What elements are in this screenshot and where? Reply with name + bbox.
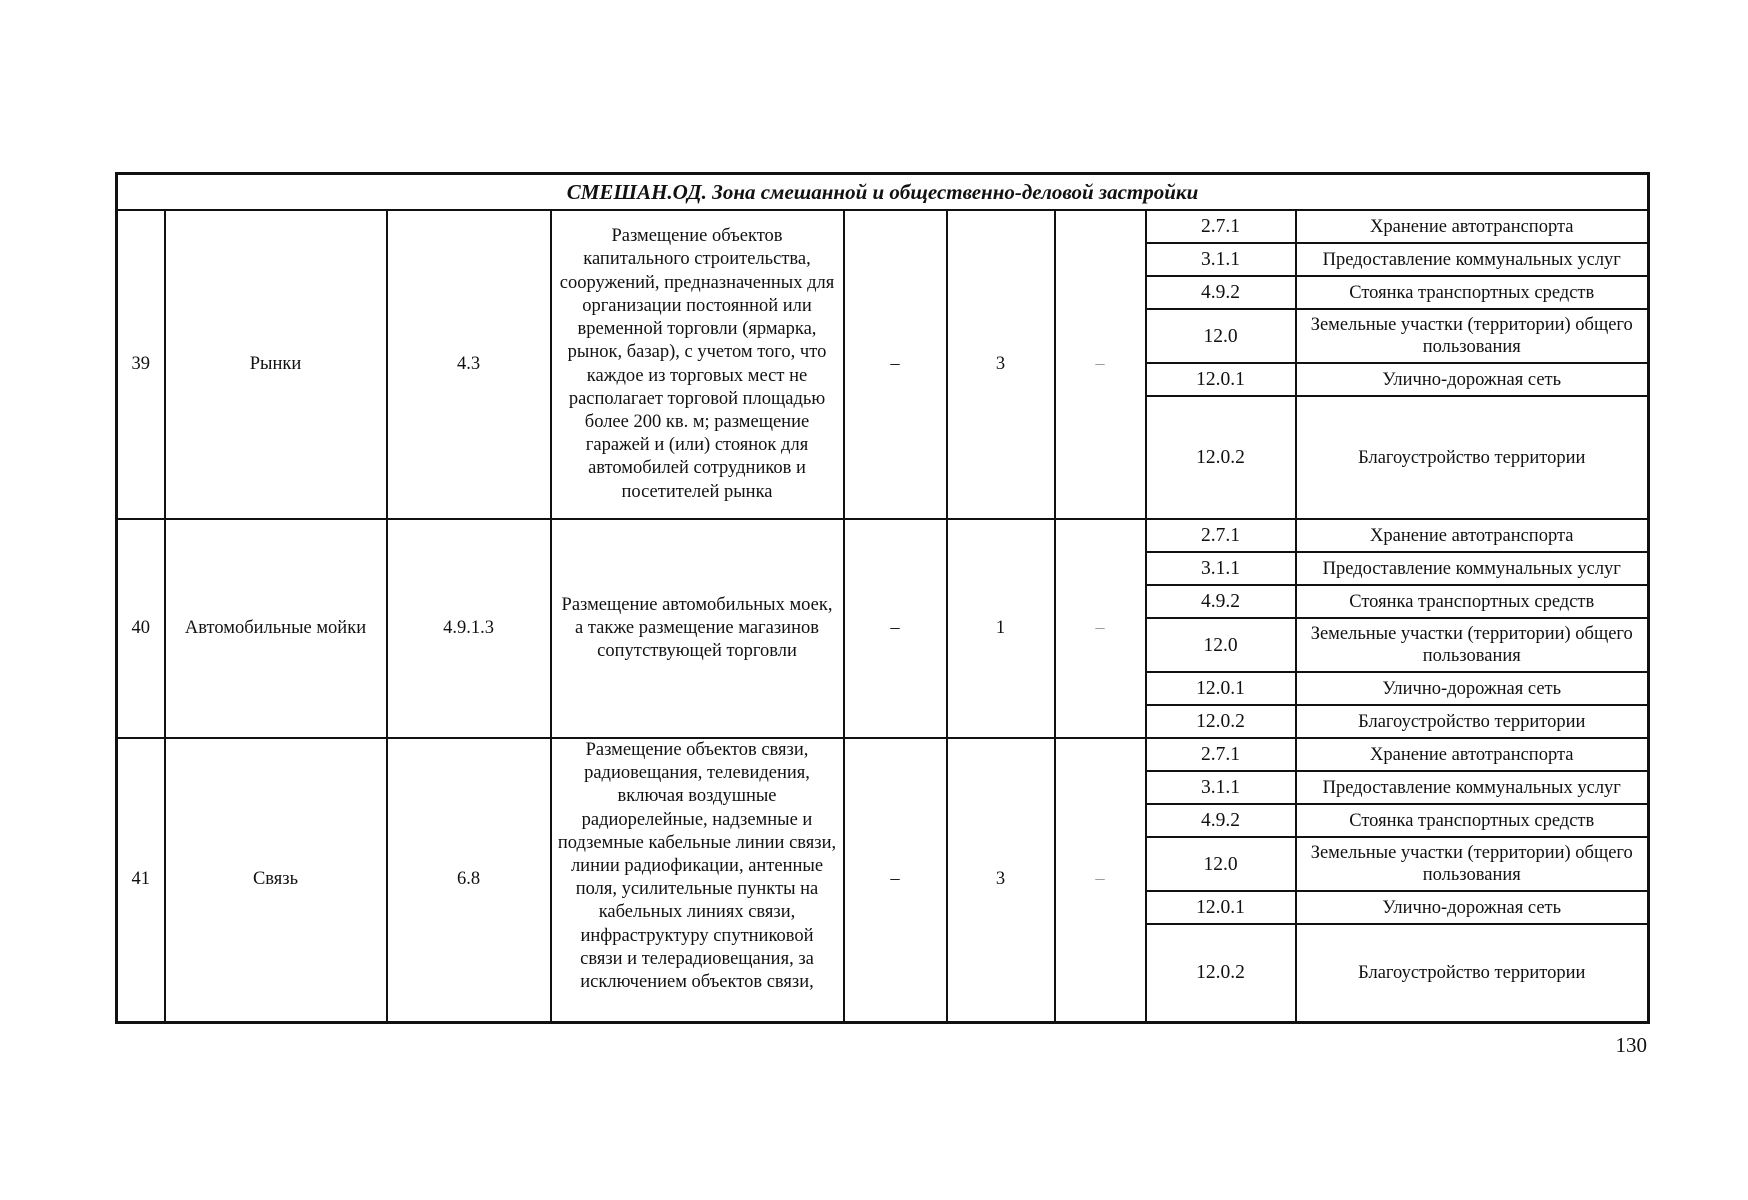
param-cell: 3 (947, 738, 1055, 1022)
page-number: 130 (1615, 1033, 1647, 1057)
aux-code: 4.9.2 (1146, 585, 1296, 618)
aux-name: Хранение автотранспорта (1296, 519, 1649, 552)
param-cell: – (844, 738, 947, 1022)
aux-code: 4.9.2 (1146, 276, 1296, 309)
use-code: 4.9.1.3 (387, 519, 551, 738)
aux-name: Стоянка транспортных средств (1296, 276, 1649, 309)
table-row (117, 210, 1649, 243)
row-number: 41 (117, 738, 165, 1022)
use-description: Размещение объектов капитального строительства, сооружений, предназначенных для организации постоянной или временной торговли (ярмарка, рынок, базар), с учетом того, что каждое из торговых мест не располагает торговой площадью более 200 кв. м; размещение гаражей и (или) стоянок для автомобилей сотрудников и посетителей рынка (551, 210, 844, 519)
aux-name: Земельные участки (территории) общего пользования (1296, 837, 1649, 891)
use-description: Размещение объектов связи, радиовещания, телевидения, включая воздушные радиорелейные, надземные и подземные кабельные линии связи, линии радиофикации, антенные поля, усилительные пункты на кабельных линиях связи, инфраструктуру спутниковой связи и телерадиовещания, за исключением объектов связи, (551, 738, 844, 1022)
aux-name: Стоянка транспортных средств (1296, 804, 1649, 837)
aux-code: 2.7.1 (1146, 738, 1296, 771)
use-code: 6.8 (387, 738, 551, 1022)
param-cell: – (1055, 210, 1146, 519)
aux-name: Хранение автотранспорта (1296, 210, 1649, 243)
aux-code: 12.0 (1146, 618, 1296, 672)
aux-name: Хранение автотранспорта (1296, 738, 1649, 771)
aux-name: Благоустройство территории (1296, 924, 1649, 1022)
table-title: СМЕШАН.ОД. Зона смешанной и общественно-деловой застройки (117, 174, 1649, 211)
param-cell: – (844, 210, 947, 519)
use-name: Связь (165, 738, 387, 1022)
param-cell: 3 (947, 210, 1055, 519)
aux-name: Предоставление коммунальных услуг (1296, 552, 1649, 585)
param-cell: 1 (947, 519, 1055, 738)
param-cell: – (1055, 519, 1146, 738)
aux-name: Земельные участки (территории) общего пользования (1296, 618, 1649, 672)
aux-name: Предоставление коммунальных услуг (1296, 243, 1649, 276)
aux-code: 3.1.1 (1146, 243, 1296, 276)
title-row (117, 174, 1649, 211)
aux-code: 12.0.1 (1146, 891, 1296, 924)
aux-code: 12.0.1 (1146, 363, 1296, 396)
aux-name: Благоустройство территории (1296, 396, 1649, 519)
aux-code: 4.9.2 (1146, 804, 1296, 837)
aux-name: Улично-дорожная сеть (1296, 891, 1649, 924)
param-cell: – (1055, 738, 1146, 1022)
aux-name: Улично-дорожная сеть (1296, 672, 1649, 705)
param-cell: – (844, 519, 947, 738)
use-name: Рынки (165, 210, 387, 519)
aux-name: Земельные участки (территории) общего пользования (1296, 309, 1649, 363)
use-code: 4.3 (387, 210, 551, 519)
aux-code: 12.0.2 (1146, 396, 1296, 519)
use-description: Размещение автомобильных моек, а также размещение магазинов сопутствующей торговли (551, 519, 844, 738)
table-row (117, 738, 1649, 771)
aux-code: 12.0.1 (1146, 672, 1296, 705)
row-number: 40 (117, 519, 165, 738)
aux-name: Предоставление коммунальных услуг (1296, 771, 1649, 804)
aux-code: 12.0 (1146, 837, 1296, 891)
aux-name: Благоустройство территории (1296, 705, 1649, 738)
aux-code: 12.0.2 (1146, 924, 1296, 1022)
table-row (117, 519, 1649, 552)
aux-name: Стоянка транспортных средств (1296, 585, 1649, 618)
aux-code: 2.7.1 (1146, 519, 1296, 552)
row-number: 39 (117, 210, 165, 519)
aux-code: 12.0.2 (1146, 705, 1296, 738)
aux-name: Улично-дорожная сеть (1296, 363, 1649, 396)
aux-code: 3.1.1 (1146, 771, 1296, 804)
zoning-table (115, 172, 1650, 1024)
aux-code: 12.0 (1146, 309, 1296, 363)
use-name: Автомобильные мойки (165, 519, 387, 738)
aux-code: 2.7.1 (1146, 210, 1296, 243)
aux-code: 3.1.1 (1146, 552, 1296, 585)
